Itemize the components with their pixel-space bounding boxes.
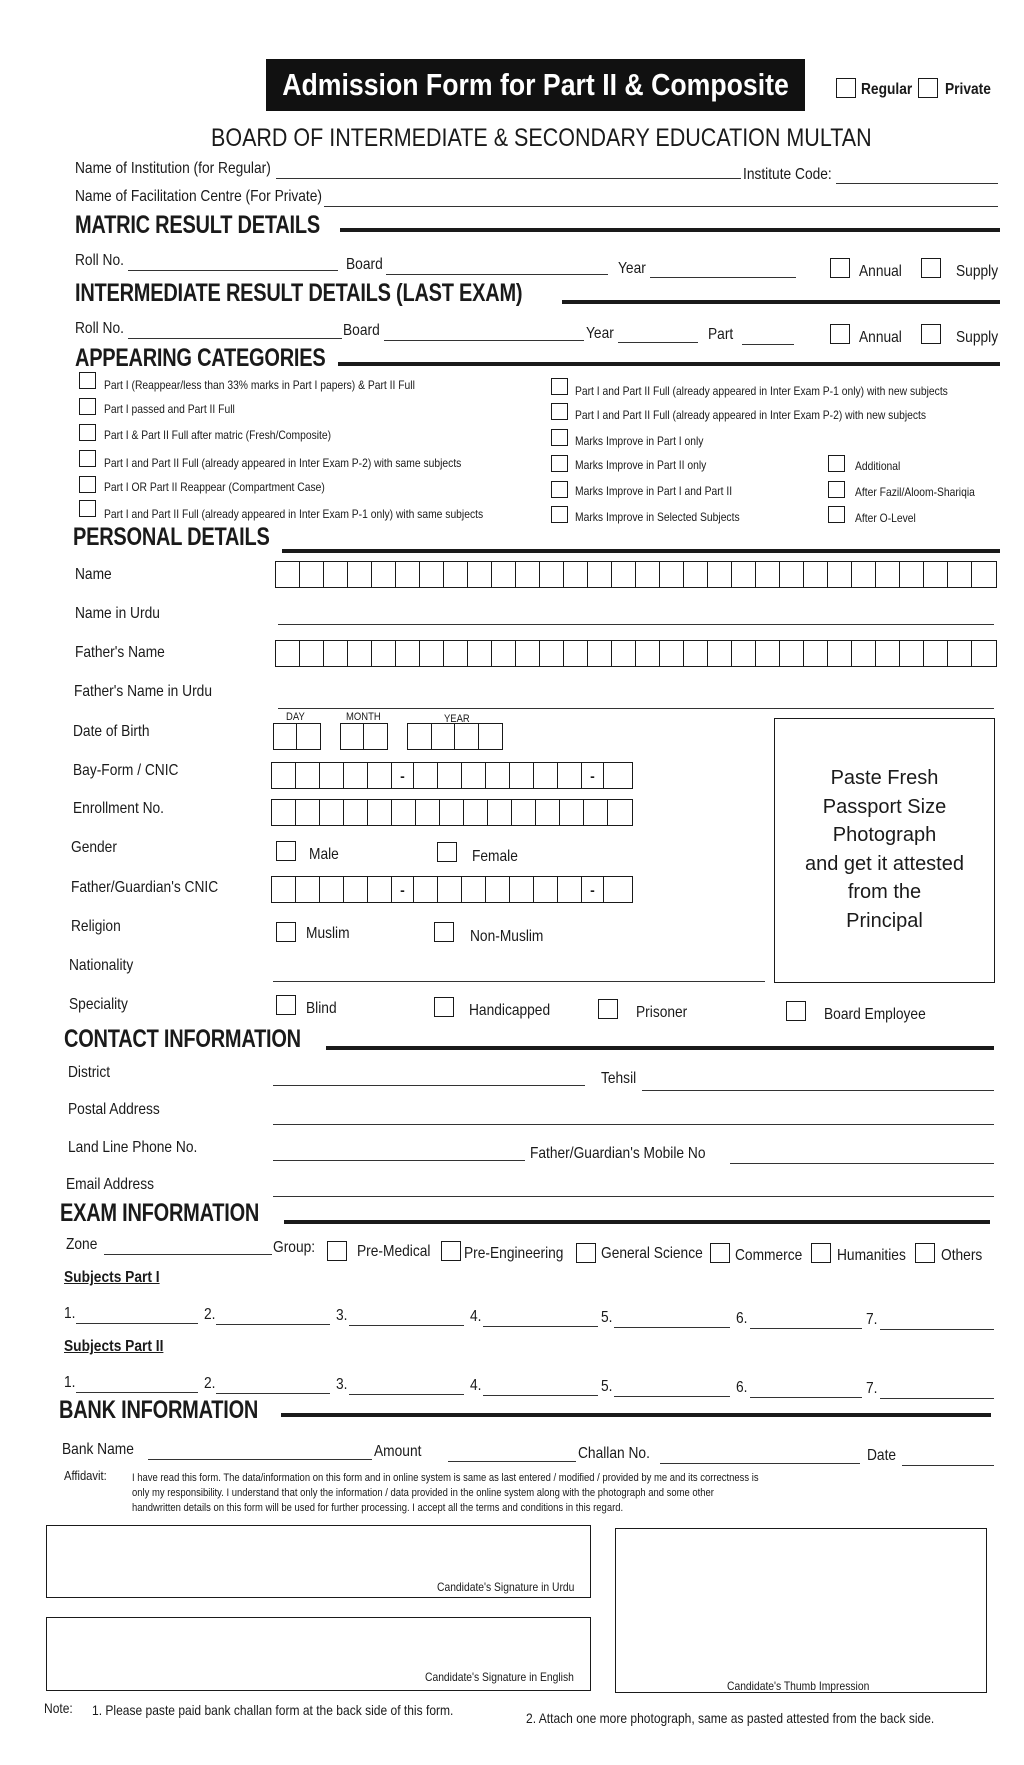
speciality-prisoner-checkbox[interactable] [598, 999, 618, 1019]
speciality-prisoner-label: Prisoner [636, 1004, 688, 1021]
subjects-part2-label: Subjects Part II [64, 1338, 164, 1355]
part1-number: 2. [204, 1306, 216, 1323]
father-name-label: Father's Name [75, 644, 165, 661]
enrollment-cells[interactable] [271, 799, 633, 826]
tehsil-field[interactable] [642, 1090, 994, 1091]
inter-roll-label: Roll No. [75, 320, 124, 337]
group-general-science-checkbox[interactable] [576, 1243, 596, 1263]
category-checkbox-l5[interactable] [79, 500, 96, 517]
part2-subject-field[interactable] [614, 1396, 730, 1397]
affidavit-line: I have read this form. The data/information on this form and in online system is same as last entered / modified / provided by me and its correctness is [132, 1472, 759, 1484]
matric-supply-checkbox[interactable] [921, 258, 941, 278]
category-checkbox-m4[interactable] [551, 481, 568, 498]
religion-muslim-label: Muslim [306, 925, 350, 942]
category-label-l2: Part I & Part II Full after matric (Fresh/Composite) [104, 428, 332, 442]
category-label-r1: After Fazil/Aloom-Shariqia [855, 485, 975, 499]
speciality-board-employee-checkbox[interactable] [786, 1001, 806, 1021]
category-checkbox-r0[interactable] [828, 455, 845, 472]
private-checkbox[interactable] [918, 78, 938, 98]
inter-part-label: Part [708, 326, 734, 343]
category-checkbox-r1[interactable] [828, 481, 845, 498]
gender-female-checkbox[interactable] [437, 842, 457, 862]
regular-checkbox[interactable] [836, 78, 856, 98]
category-checkbox-m0[interactable] [551, 378, 568, 395]
nationality-field[interactable] [273, 981, 765, 982]
inter-annual-checkbox[interactable] [830, 324, 850, 344]
photo-line: and get it attested [804, 852, 964, 875]
date-field[interactable] [902, 1465, 994, 1466]
category-label-l1: Part I passed and Part II Full [104, 402, 235, 416]
part1-number: 4. [470, 1308, 482, 1325]
intermediate-heading: INTERMEDIATE RESULT DETAILS (LAST EXAM) [75, 279, 523, 307]
part2-subject-field[interactable] [349, 1394, 464, 1395]
contact-rule [326, 1046, 994, 1050]
part1-subject-field[interactable] [880, 1329, 994, 1330]
part2-number: 3. [336, 1376, 348, 1393]
part1-number: 1. [64, 1305, 76, 1322]
speciality-blind-label: Blind [306, 1000, 337, 1017]
category-label-l5: Part I and Part II Full (already appeared in Inter Exam P-1 only) with same subjects [104, 507, 484, 521]
part2-subject-field[interactable] [76, 1392, 198, 1393]
inter-part-field[interactable] [742, 344, 794, 345]
institution-field[interactable] [276, 178, 741, 179]
date-label: Date [867, 1447, 897, 1464]
part1-number: 5. [601, 1309, 613, 1326]
dob-year-caption: YEAR [444, 713, 470, 725]
category-checkbox-m2[interactable] [551, 429, 568, 446]
inter-annual-label: Annual [859, 329, 902, 346]
personal-rule [282, 549, 1000, 553]
part2-number: 5. [601, 1378, 613, 1395]
matric-board-field[interactable] [386, 274, 608, 275]
category-checkbox-m3[interactable] [551, 455, 568, 472]
board-name: BOARD OF INTERMEDIATE & SECONDARY EDUCATION MULTAN [211, 124, 872, 152]
thumb-impression-box[interactable] [615, 1528, 987, 1693]
affidavit-text [132, 1471, 759, 1516]
matric-board-label: Board [346, 256, 383, 273]
institute-code-field[interactable] [836, 183, 998, 184]
part1-subject-field[interactable] [76, 1323, 198, 1324]
speciality-board-employee-label: Board Employee [824, 1006, 926, 1023]
inter-board-field[interactable] [384, 340, 584, 341]
categories-rule [338, 362, 1000, 366]
matric-annual-checkbox[interactable] [830, 258, 850, 278]
group-label: Group: [273, 1239, 316, 1256]
group-commerce-label: Commerce [735, 1247, 803, 1264]
postal-field[interactable] [273, 1124, 994, 1125]
group-pre-engineering-label: Pre-Engineering [464, 1245, 564, 1262]
name-urdu-field[interactable] [278, 624, 994, 625]
part2-number: 7. [866, 1380, 878, 1397]
form-title-bar [266, 59, 805, 111]
category-label-m2: Marks Improve in Part I only [575, 434, 704, 448]
part1-number: 3. [336, 1307, 348, 1324]
category-label-r2: After O-Level [855, 511, 916, 525]
landline-label: Land Line Phone No. [68, 1139, 198, 1156]
guardian-cnic-cells[interactable]: - - [271, 876, 633, 903]
inter-year-label: Year [586, 325, 614, 342]
category-label-m3: Marks Improve in Part II only [575, 458, 707, 472]
part1-subject-field[interactable] [216, 1324, 330, 1325]
photo-line: Passport Size [822, 795, 947, 818]
note-2: 2. Attach one more photograph, same as pasted attested from the back side. [526, 1710, 935, 1726]
bay-form-label: Bay-Form / CNIC [73, 762, 179, 779]
matric-rule [340, 228, 1000, 232]
group-others-checkbox[interactable] [915, 1243, 935, 1263]
signature-english-caption: Candidate's Signature in English [425, 1670, 574, 1684]
note-1: 1. Please paste paid bank challan form at the back side of this form. [92, 1702, 454, 1718]
personal-heading: PERSONAL DETAILS [73, 523, 270, 551]
part1-number: 6. [736, 1310, 748, 1327]
religion-non-muslim-checkbox[interactable] [434, 922, 454, 942]
father-name-cells[interactable] [275, 640, 997, 667]
inter-roll-field[interactable] [128, 338, 342, 339]
group-humanities-checkbox[interactable] [811, 1243, 831, 1263]
intermediate-rule [562, 300, 1000, 304]
contact-heading: CONTACT INFORMATION [64, 1025, 301, 1053]
district-label: District [68, 1064, 111, 1081]
speciality-blind-checkbox[interactable] [276, 995, 296, 1015]
inter-supply-checkbox[interactable] [921, 324, 941, 344]
father-name-urdu-field[interactable] [278, 708, 994, 709]
note-label: Note: [44, 1700, 73, 1716]
part2-subject-field[interactable] [880, 1398, 994, 1399]
category-checkbox-l3[interactable] [79, 450, 96, 467]
religion-label: Religion [71, 918, 121, 935]
guardian-cnic-label: Father/Guardian's CNIC [71, 879, 219, 896]
private-label: Private [945, 81, 991, 98]
category-label-m1: Part I and Part II Full (already appeared in Inter Exam P-2) with new subjects [575, 408, 927, 422]
bank-heading: BANK INFORMATION [59, 1396, 259, 1424]
part2-subject-field[interactable] [483, 1395, 598, 1396]
photo-line: from the [847, 881, 922, 903]
bank-name-field[interactable] [148, 1459, 372, 1460]
tehsil-label: Tehsil [601, 1070, 637, 1087]
landline-field[interactable] [273, 1160, 525, 1161]
religion-non-muslim-label: Non-Muslim [470, 928, 544, 945]
guardian-mobile-label: Father/Guardian's Mobile No [530, 1145, 706, 1162]
part2-subject-field[interactable] [216, 1393, 330, 1394]
category-checkbox-m1[interactable] [551, 403, 568, 420]
photo-line: Photograph [832, 824, 937, 846]
photo-line: Paste Fresh [830, 767, 939, 789]
enrollment-label: Enrollment No. [73, 800, 165, 817]
name-cells[interactable] [275, 561, 997, 588]
gender-male-checkbox[interactable] [276, 841, 296, 861]
part2-number: 4. [470, 1377, 482, 1394]
dob-month-caption: MONTH [346, 711, 381, 723]
dob-day-caption: DAY [286, 711, 305, 723]
category-checkbox-l0[interactable] [79, 372, 96, 389]
part1-subject-field[interactable] [483, 1326, 598, 1327]
bank-name-label: Bank Name [62, 1441, 134, 1458]
speciality-handicapped-label: Handicapped [469, 1002, 551, 1019]
part1-number: 7. [866, 1311, 878, 1328]
group-commerce-checkbox[interactable] [710, 1243, 730, 1263]
matric-year-label: Year [618, 260, 646, 277]
thumb-impression-caption: Candidate's Thumb Impression [727, 1679, 870, 1693]
category-label-r0: Additional [855, 459, 901, 473]
challan-label: Challan No. [578, 1445, 650, 1462]
zone-field[interactable] [104, 1254, 272, 1255]
zone-label: Zone [66, 1236, 98, 1253]
group-pre-medical-label: Pre-Medical [357, 1243, 431, 1260]
dob-day-cells[interactable] [273, 723, 321, 750]
group-humanities-label: Humanities [837, 1247, 906, 1264]
signature-urdu-caption: Candidate's Signature in Urdu [437, 1580, 575, 1594]
category-label-l4: Part I OR Part II Reappear (Compartment Case) [104, 480, 325, 494]
category-label-m4: Marks Improve in Part I and Part II [575, 484, 733, 498]
part2-number: 1. [64, 1374, 76, 1391]
exam-heading: EXAM INFORMATION [60, 1199, 260, 1227]
inter-board-label: Board [343, 322, 380, 339]
part1-subject-field[interactable] [750, 1328, 862, 1329]
regular-label: Regular [861, 81, 913, 98]
category-checkbox-l2[interactable] [79, 424, 96, 441]
category-checkbox-l4[interactable] [79, 476, 96, 493]
email-label: Email Address [66, 1176, 154, 1193]
affidavit-line: only my responsibility. I understand that only the information / data provided in the online system along with the photograph and some other [132, 1487, 714, 1499]
email-field[interactable] [273, 1196, 994, 1197]
gender-label: Gender [71, 839, 117, 856]
affidavit-line: handwritten details on this form will be used for further processing. I accept all the terms and conditions in this regard. [132, 1502, 624, 1514]
religion-muslim-checkbox[interactable] [276, 922, 296, 942]
photo-line: Principal [846, 909, 923, 932]
part2-subject-field[interactable] [750, 1397, 862, 1398]
dob-year-cells[interactable] [407, 723, 503, 750]
part1-subject-field[interactable] [349, 1325, 464, 1326]
categories-heading: APPEARING CATEGORIES [75, 344, 326, 372]
part1-subject-field[interactable] [614, 1327, 730, 1328]
matric-supply-label: Supply [956, 263, 999, 280]
form-title: Admission Form for Part II & Composite [282, 67, 789, 102]
gender-female-label: Female [472, 848, 518, 865]
amount-label: Amount [374, 1443, 422, 1460]
category-label-m0: Part I and Part II Full (already appeared in Inter Exam P-1 only) with new subjects [575, 384, 948, 398]
category-label-l0: Part I (Reappear/less than 33% marks in Part I papers) & Part II Full [104, 378, 415, 392]
facilitation-centre-label: Name of Facilitation Centre (For Private) [75, 188, 322, 205]
facilitation-centre-field[interactable] [324, 206, 998, 207]
inter-supply-label: Supply [956, 329, 999, 346]
category-label-m5: Marks Improve in Selected Subjects [575, 510, 740, 524]
subjects-part1-label: Subjects Part I [64, 1269, 160, 1286]
gender-male-label: Male [309, 846, 339, 863]
category-checkbox-r2[interactable] [828, 506, 845, 523]
group-pre-engineering-checkbox[interactable] [441, 1241, 461, 1261]
dob-label: Date of Birth [73, 723, 150, 740]
name-label: Name [75, 566, 112, 583]
matric-year-field[interactable] [650, 277, 796, 278]
affidavit-label: Affidavit: [64, 1468, 107, 1483]
bay-form-cells[interactable]: - - [271, 762, 633, 789]
speciality-handicapped-checkbox[interactable] [434, 997, 454, 1017]
nationality-label: Nationality [69, 957, 134, 974]
speciality-label: Speciality [69, 996, 128, 1013]
bank-rule [281, 1413, 991, 1417]
institute-code-label: Institute Code: [743, 166, 832, 183]
matric-roll-label: Roll No. [75, 252, 124, 269]
group-others-label: Others [941, 1247, 983, 1264]
exam-rule [284, 1220, 990, 1224]
challan-field[interactable] [660, 1463, 860, 1464]
matric-annual-label: Annual [859, 263, 902, 280]
part2-number: 6. [736, 1379, 748, 1396]
inter-year-field[interactable] [618, 342, 698, 343]
name-urdu-label: Name in Urdu [75, 605, 160, 622]
part2-number: 2. [204, 1375, 216, 1392]
district-field[interactable] [273, 1085, 585, 1086]
guardian-mobile-field[interactable] [730, 1163, 994, 1164]
category-checkbox-m5[interactable] [551, 506, 568, 523]
father-name-urdu-label: Father's Name in Urdu [74, 683, 212, 700]
matric-roll-field[interactable] [128, 270, 338, 271]
dob-month-cells[interactable] [340, 723, 388, 750]
group-general-science-label: General Science [601, 1245, 703, 1262]
institution-label: Name of Institution (for Regular) [75, 160, 271, 177]
group-pre-medical-checkbox[interactable] [327, 1241, 347, 1261]
postal-label: Postal Address [68, 1101, 160, 1118]
amount-field[interactable] [448, 1461, 576, 1462]
category-checkbox-l1[interactable] [79, 398, 96, 415]
photo-instructions [774, 764, 995, 935]
matric-heading: MATRIC RESULT DETAILS [75, 211, 320, 239]
category-label-l3: Part I and Part II Full (already appeared in Inter Exam P-2) with same subjects [104, 456, 462, 470]
